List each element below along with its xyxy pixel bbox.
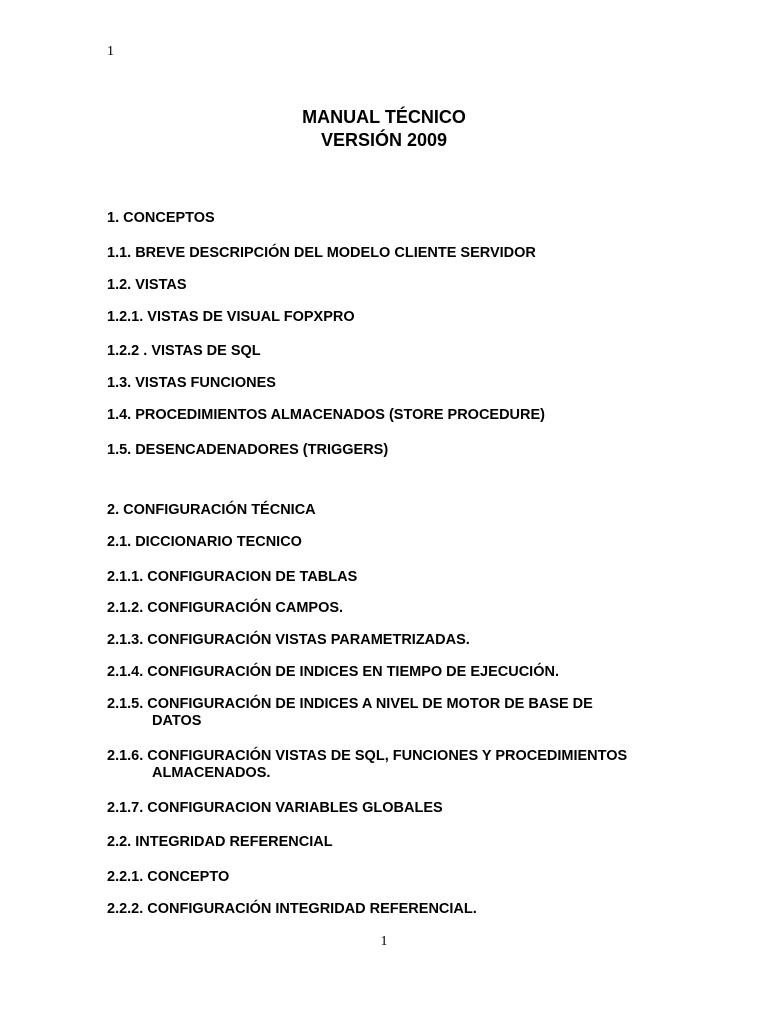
toc-entry-text: 2.1.7. CONFIGURACION VARIABLES GLOBALES — [107, 800, 443, 816]
toc-entry-text: 2.1.4. CONFIGURACIÓN DE INDICES EN TIEMPO DE EJECUCIÓN. — [107, 664, 559, 680]
toc-entry — [107, 834, 707, 851]
toc-entry — [107, 375, 707, 392]
toc-entry-text: 2. CONFIGURACIÓN TÉCNICA — [107, 502, 316, 518]
toc-entry-text: 2.1.3. CONFIGURACIÓN VISTAS PARAMETRIZADAS. — [107, 632, 470, 648]
toc-entry — [107, 407, 707, 424]
toc-entry — [107, 534, 707, 551]
toc-entry-text: 1.2.2 . VISTAS DE SQL — [107, 343, 261, 359]
toc-entry-text: 2.2. INTEGRIDAD REFERENCIAL — [107, 834, 333, 850]
toc-entry — [107, 800, 707, 817]
toc-entry — [107, 502, 707, 519]
toc-entry — [107, 569, 707, 586]
toc-entry — [107, 245, 707, 262]
toc-entry — [107, 600, 707, 617]
toc-entry-text: 2.1.5. CONFIGURACIÓN DE INDICES A NIVEL DE MOTOR DE BASE DE — [107, 696, 593, 712]
toc-entry — [107, 869, 707, 886]
toc-entry-text: 2.2.2. CONFIGURACIÓN INTEGRIDAD REFERENCIAL. — [107, 901, 477, 917]
page-number-bottom: 1 — [380, 934, 388, 949]
toc-entry-text: 1.3. VISTAS FUNCIONES — [107, 375, 276, 391]
toc-entry — [107, 442, 707, 459]
toc-entry-continuation: DATOS — [152, 713, 202, 729]
toc-entry — [107, 309, 707, 326]
toc-entry-text: 1.2.1. VISTAS DE VISUAL FOPXPRO — [107, 309, 355, 325]
toc-entry — [107, 632, 707, 649]
toc-entry — [107, 696, 707, 730]
toc-entry-text: 1.5. DESENCADENADORES (TRIGGERS) — [107, 442, 389, 458]
toc-entry — [107, 664, 707, 681]
toc-entry-text: 2.2.1. CONCEPTO — [107, 869, 230, 885]
toc-entry-text: 2.1.6. CONFIGURACIÓN VISTAS DE SQL, FUNCIONES Y PROCEDIMIENTOS — [107, 748, 628, 764]
toc-entry — [107, 277, 707, 294]
toc-entry — [107, 343, 707, 360]
title-line-2: VERSIÓN 2009 — [320, 130, 448, 150]
toc-entry — [107, 901, 707, 918]
title-line-1: MANUAL TÉCNICO — [302, 107, 466, 127]
document-title — [0, 106, 768, 152]
toc-entry-text: 2.1. DICCIONARIO TECNICO — [107, 534, 302, 550]
toc-entry-text: 2.1.1. CONFIGURACION DE TABLAS — [107, 569, 358, 585]
toc-entry-text: 1.2. VISTAS — [107, 277, 187, 293]
toc-entry-text: 1.1. BREVE DESCRIPCIÓN DEL MODELO CLIENTE SERVIDOR — [107, 245, 536, 261]
toc-entry-text: 1. CONCEPTOS — [107, 210, 215, 226]
toc-entry-text: 1.4. PROCEDIMIENTOS ALMACENADOS (STORE PROCEDURE) — [107, 407, 546, 423]
toc-entry-text: 2.1.2. CONFIGURACIÓN CAMPOS. — [107, 600, 344, 616]
toc-entry — [107, 210, 707, 227]
toc-entry — [107, 748, 707, 782]
toc-entry-continuation: ALMACENADOS. — [152, 765, 271, 781]
page-number-top: 1 — [107, 44, 114, 59]
